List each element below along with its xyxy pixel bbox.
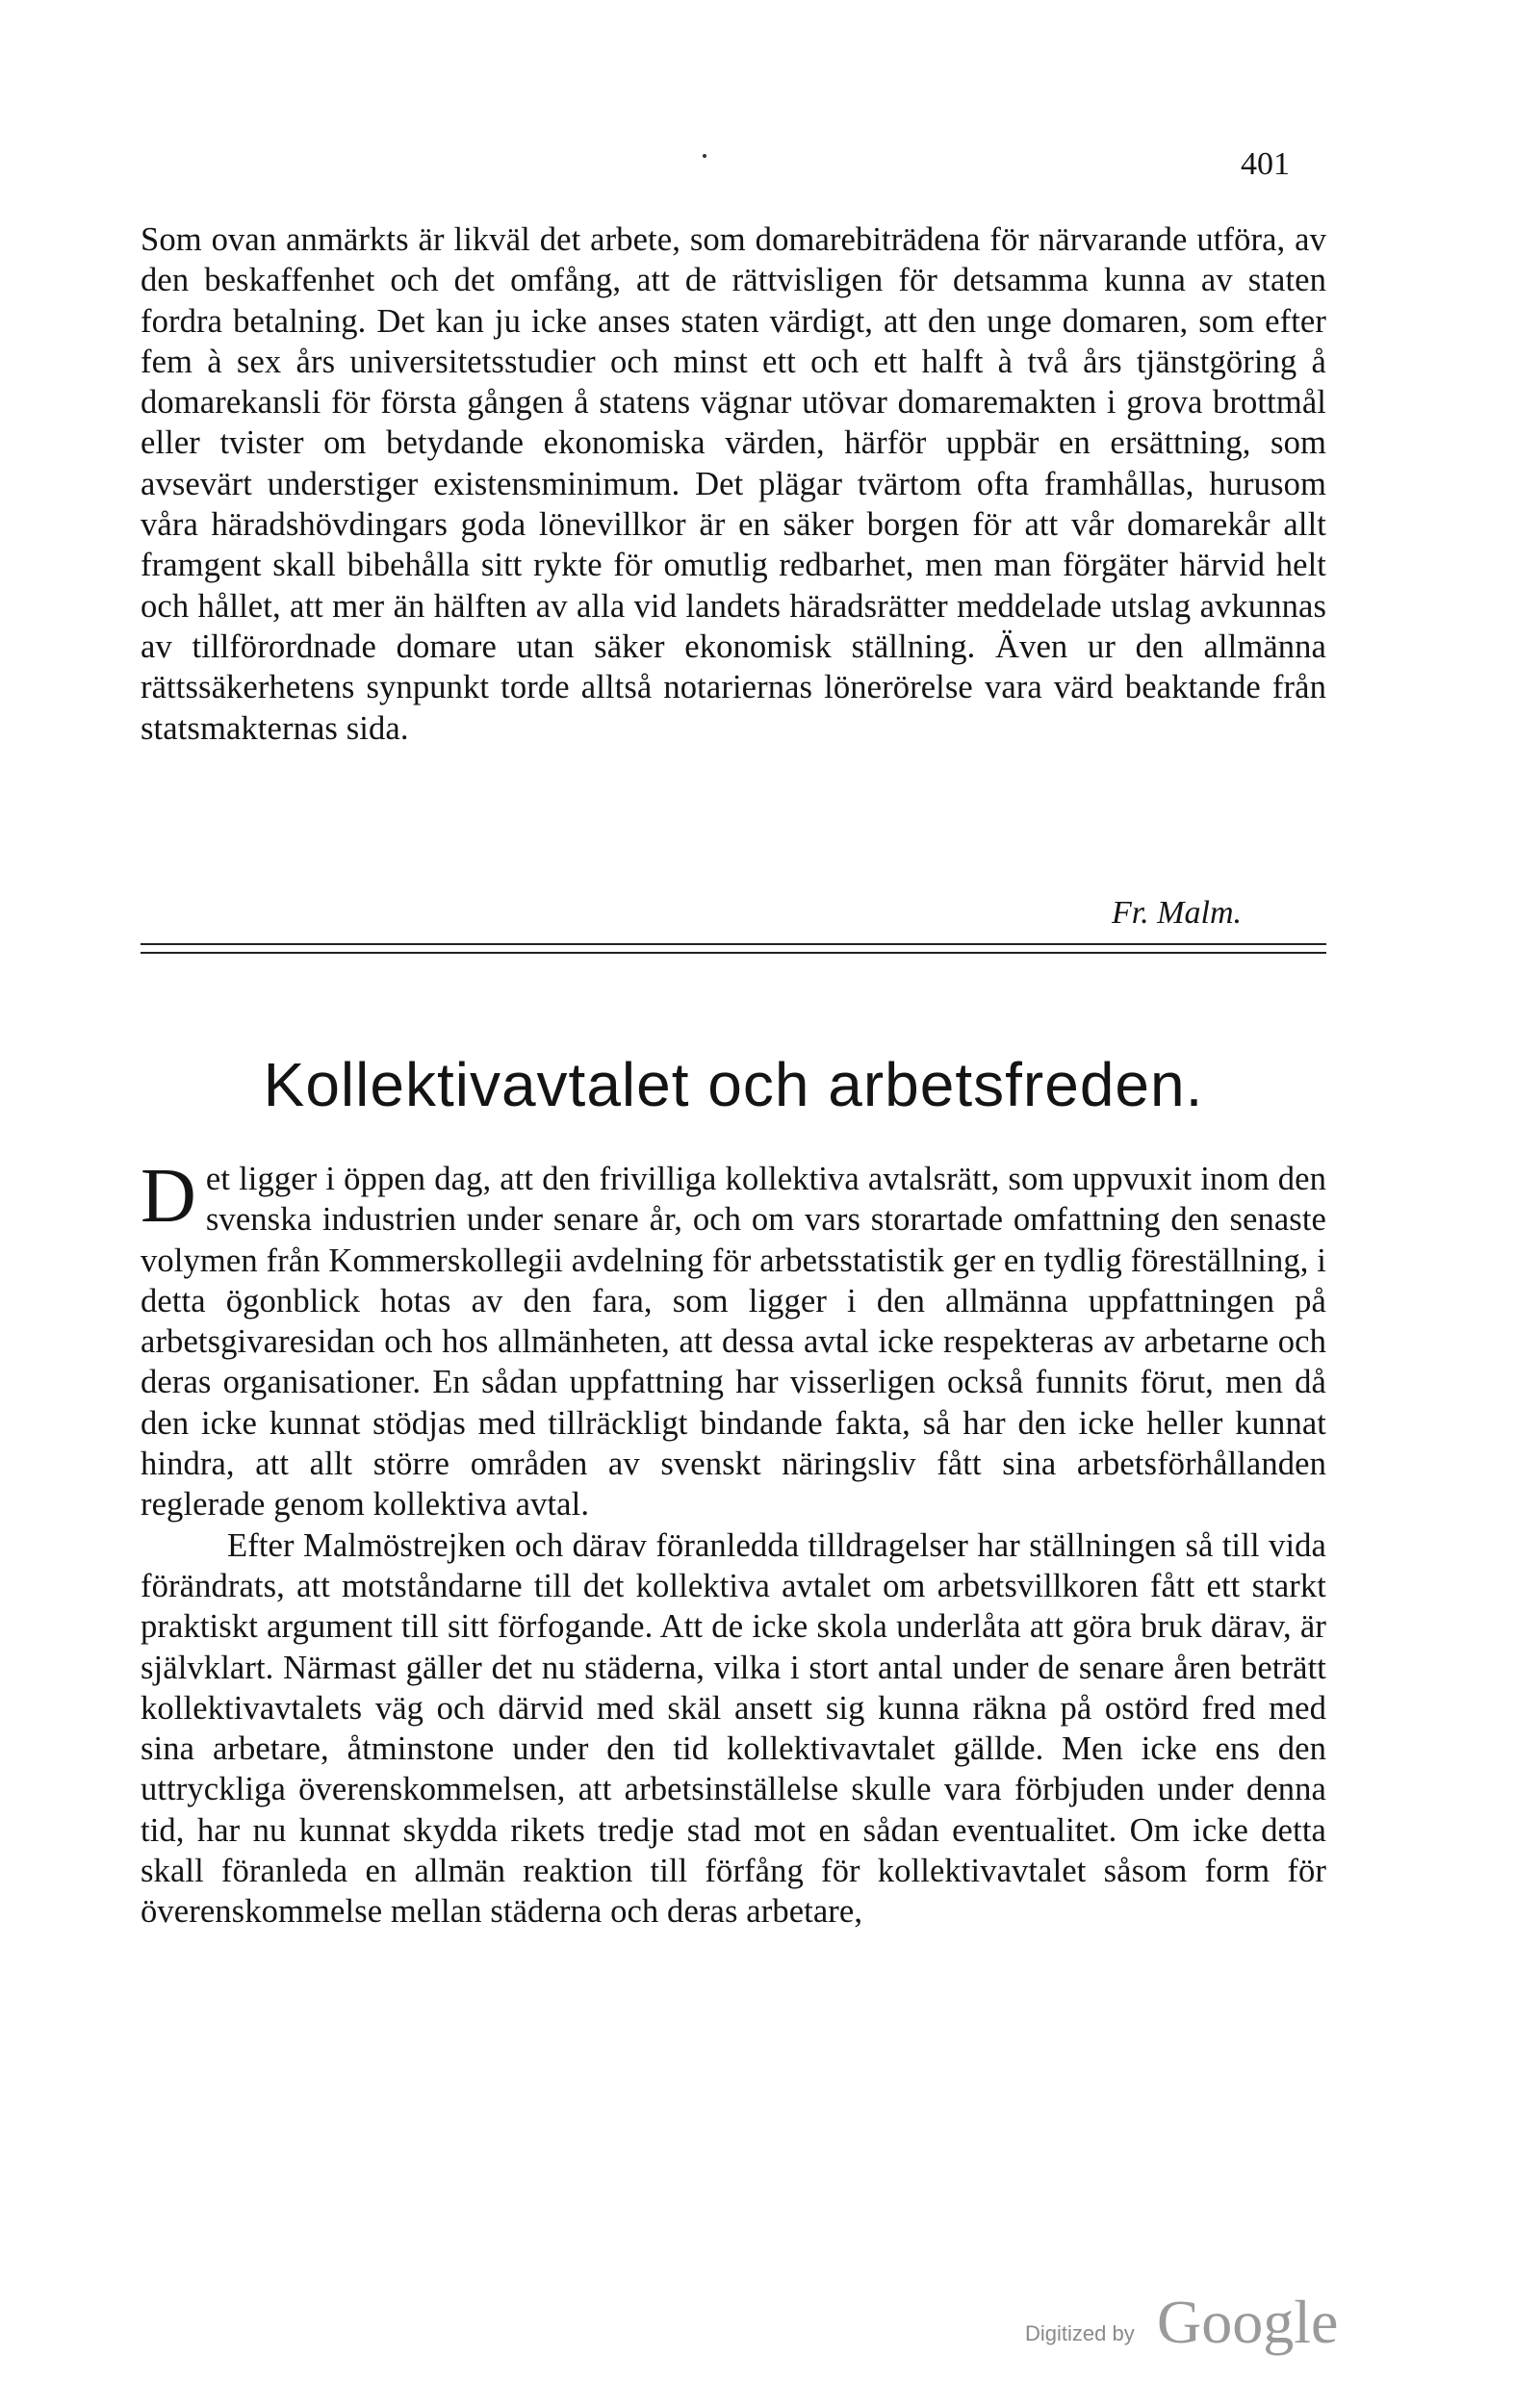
print-speck bbox=[703, 154, 706, 158]
paragraph: Som ovan anmärkts är likväl det arbete, som domarebiträdena för närvarande utföra, av den beskaffenhet och det omfång, att de rättvisligen för detsamma kunna av staten fordra betalning. Det kan ju icke anses staten värdigt, att den unge domaren, som efter fem à sex års universitetsstudier och minst ett och ett halft à två års tjänstgöring å domarekansli för första gången å statens vägnar utövar domaremakten i grova brottmål eller tvister om betydande ekonomiska värden, härför uppbär en ersättning, som avsevärt understiger existensminimum. Det plägar tvärtom ofta framhållas, hurusom våra häradshövdingars goda lönevillkor är en säker borgen för att vår domarekår allt framgent skall bibehålla sitt rykte för omutlig redbarhet, men man förgäter härvid helt och hållet, att mer än hälften av alla vid landets häradsrätter meddelade utslag avkunnas av tillförordnade domare utan säker ekonomisk ställning. Även ur den allmänna rättssäkerhetens synpunkt torde alltså notariernas lönerörelse vara värd beaktande från statsmakternas sida. bbox=[141, 221, 1326, 747]
page-number: 401 bbox=[1241, 146, 1290, 182]
google-logo: Google bbox=[1157, 2288, 1339, 2356]
paragraph bbox=[141, 1154, 1326, 1525]
article-title: Kollektivavtalet och arbetsfreden. bbox=[263, 1050, 1204, 1119]
paragraph-text: et ligger i öppen dag, att den frivilliga kollektiva avtalsrätt, som uppvuxit inom den svenska industrien under senare år, och om vars storartade omfattning den senaste volymen från Kommerskollegii avdelning för arbetsstatistik ger en tydlig föreställning, i detta ögonblick hotas av den fara, som ligger i den allmänna uppfattningen på arbetsgivaresidan och hos allmänheten, att dessa avtal icke respekteras av arbetarne och deras organisationer. En sådan uppfattning har visserligen också funnits förut, men då den icke kunnat stödjas med tillräckligt bindande fakta, så har den icke heller kunnat hindra, att allt större områden av svenskt näringsliv fått sina arbetsförhållanden reglerade genom kollektiva avtal. bbox=[141, 1161, 1326, 1524]
digitized-by-label: Digitized by bbox=[1025, 2321, 1135, 2345]
preceding-article-ending bbox=[141, 219, 1326, 749]
article-body bbox=[141, 1154, 1326, 1933]
paragraph: Efter Malmöstrejken och därav föranledda tilldragelser har ställningen så till vida förändrats, att motståndarne till det kollektiva avtalet om arbetsvillkoren fått ett starkt praktiskt argument till sitt förfogande. Att de icke skola underlåta att göra bruk därav, är självklart. Närmast gäller det nu städerna, vilka i stort antal under de senare åren beträtt kollektivavtalets väg och därvid med skäl ansett sig kunna räkna på ostörd fred med sina arbetare, åtminstone under den tid kollektivavtalet gällde. Men icke ens den uttryckliga överenskommelsen, att arbetsinställelse skulle vara förbjuden under denna tid, har nu kunnat skydda rikets tredje stad mot en sådan eventualitet. Om icke detta skall föranleda en allmän reaktion till förfång för kollektivavtalet såsom form för överenskommelse mellan städerna och deras arbetare, bbox=[141, 1526, 1326, 1931]
author-signature: Fr. Malm. bbox=[1111, 895, 1242, 931]
section-divider-line bbox=[141, 943, 1326, 945]
drop-cap: D bbox=[141, 1154, 196, 1239]
section-divider-line bbox=[141, 952, 1326, 954]
